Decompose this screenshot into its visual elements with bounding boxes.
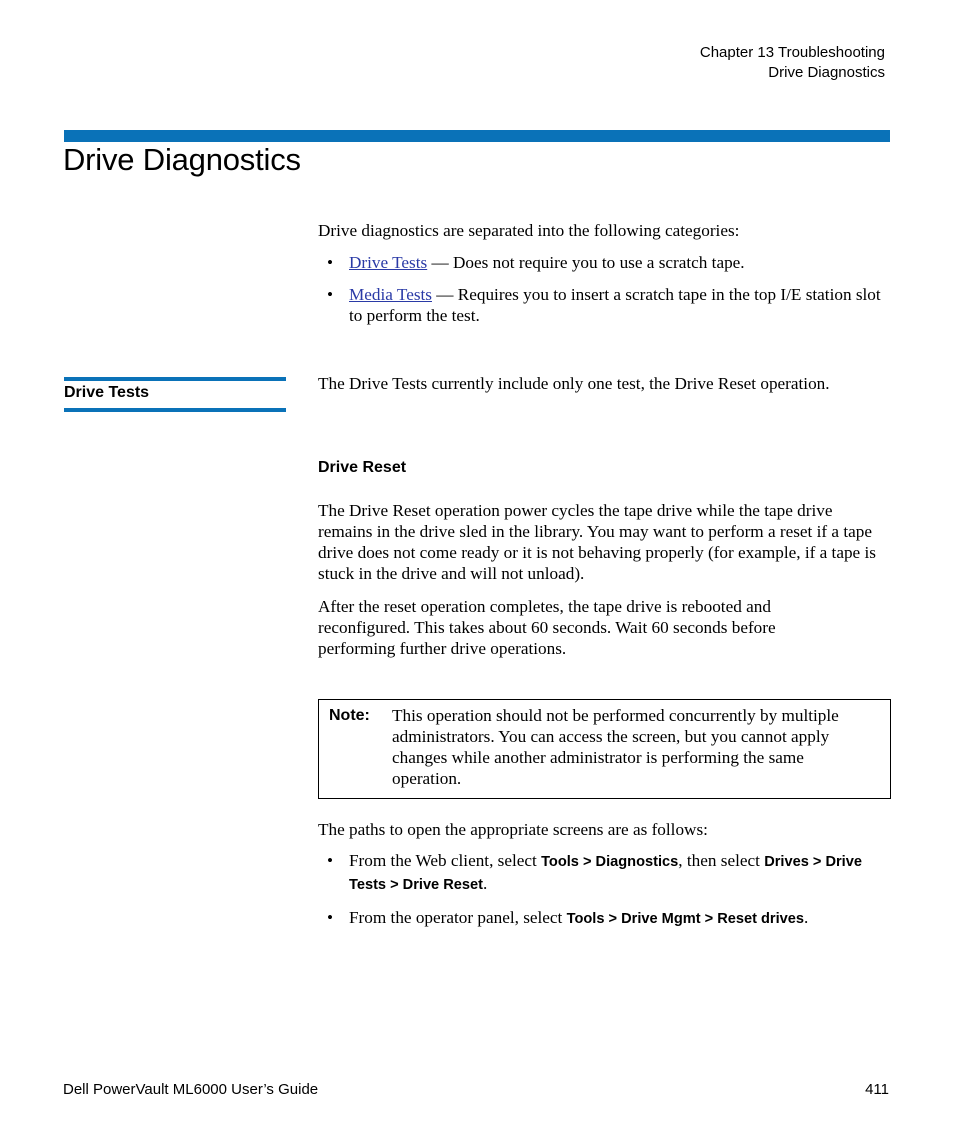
- drive-tests-link[interactable]: Drive Tests: [349, 253, 428, 272]
- paths-list: [318, 850, 878, 941]
- menu-path: Drives > Drive Tests > Drive Reset: [349, 854, 862, 893]
- bullet-icon: •: [327, 253, 334, 272]
- menu-path: Tools > Drive Mgmt > Reset drives: [566, 911, 805, 927]
- drive-tests-text: The Drive Tests currently include only one test, the Drive Reset operation.: [318, 374, 830, 393]
- running-header: [700, 43, 885, 83]
- media-tests-link[interactable]: Media Tests: [349, 285, 432, 304]
- bullet-icon: •: [327, 285, 334, 304]
- path-prefix: From the operator panel, select: [349, 908, 567, 927]
- path-prefix: From the Web client, select: [349, 851, 542, 870]
- note-text: This operation should not be performed concurrently by multiple administrators. You can access the screen, but you cannot apply changes while another administrator is performing the same operation.: [392, 706, 839, 788]
- path-suffix: .: [804, 908, 809, 927]
- path-suffix: .: [482, 874, 488, 893]
- section-heading-block: [64, 377, 286, 412]
- page-number: 411: [865, 1081, 889, 1098]
- category-list: [318, 252, 890, 337]
- note-box: [318, 699, 891, 799]
- bullet-icon: •: [327, 851, 334, 870]
- subsection-heading: Drive Reset: [318, 459, 407, 476]
- path-middle: , then select: [678, 851, 765, 870]
- drive-reset-paragraph-2: After the reset operation completes, the tape drive is rebooted and reconfigured. This takes about 60 seconds. Wait 60 seconds before performing further drive operations.: [318, 597, 776, 658]
- running-header-section: Drive Diagnostics: [768, 64, 885, 81]
- bullet-icon: •: [327, 908, 334, 927]
- running-header-chapter: Chapter 13 Troubleshooting: [699, 44, 885, 61]
- footer-title: Dell PowerVault ML6000 User’s Guide: [63, 1081, 319, 1098]
- list-item: [318, 907, 878, 930]
- menu-path: Tools > Diagnostics: [541, 854, 679, 870]
- list-item-text: — Does not require you to use a scratch tape.: [427, 253, 745, 272]
- list-item: [318, 850, 878, 896]
- intro-text: Drive diagnostics are separated into the following categories:: [318, 221, 740, 240]
- note-label: Note:: [329, 707, 370, 724]
- list-item: [318, 284, 890, 326]
- drive-reset-paragraph-1: The Drive Reset operation power cycles the tape drive while the tape drive remains in the drive sled in the library. You may want to perform a reset if a tape drive does not come ready or it is not behaving properly (for example, if a tape is stuck in the drive and will not unload).: [318, 501, 876, 583]
- list-item: [318, 252, 890, 273]
- section-heading: Drive Tests: [64, 384, 150, 401]
- paths-text: The paths to open the appropriate screens are as follows:: [318, 820, 708, 839]
- page-title: Drive Diagnostics: [63, 142, 301, 177]
- list-item-text: — Requires you to insert a scratch tape in the top I/E station slot to perform the test.: [349, 285, 881, 325]
